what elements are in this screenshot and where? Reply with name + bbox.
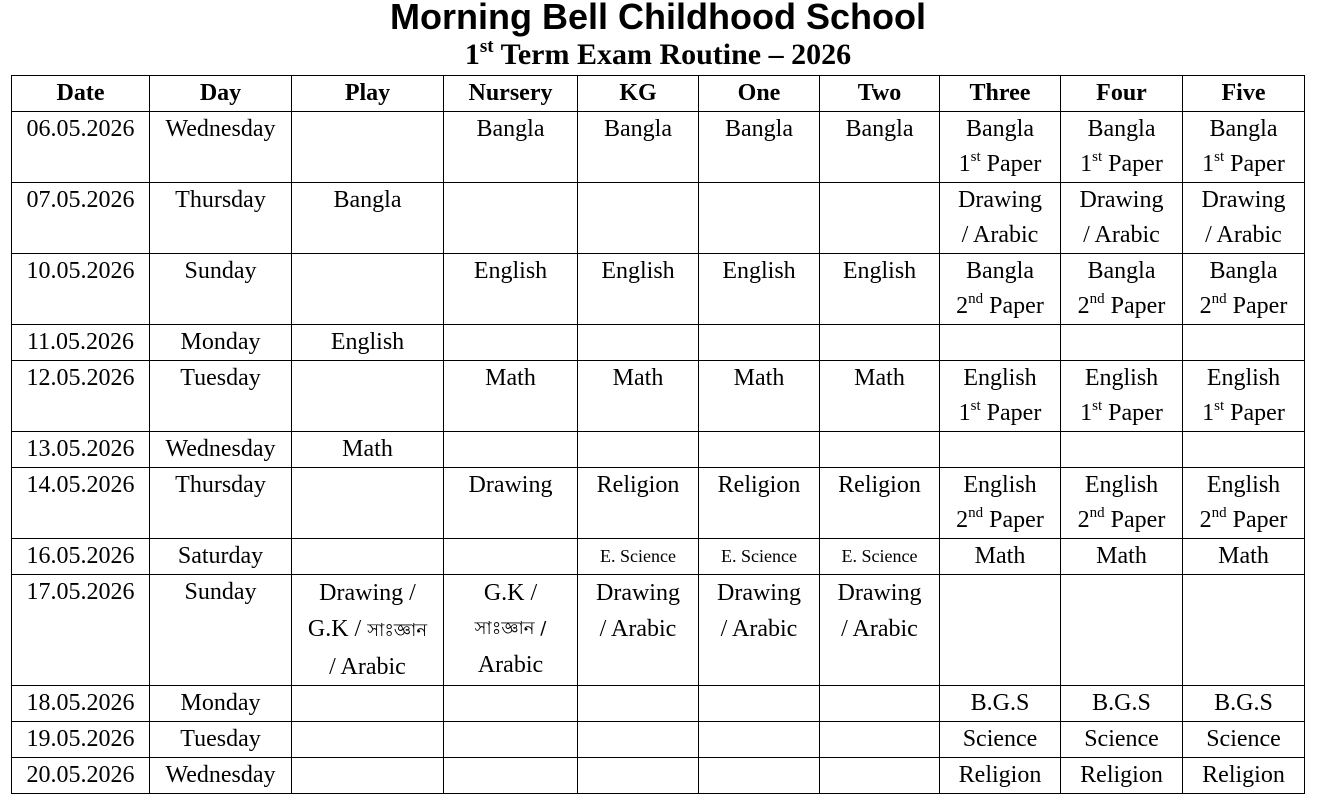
paper-label <box>1061 147 1182 182</box>
subject-cell-three: B.G.S <box>940 686 1061 722</box>
date-cell: 16.05.2026 <box>12 539 150 575</box>
subject-cell-kg: Bangla <box>578 112 699 183</box>
subject-cell-five: Religion <box>1183 758 1305 794</box>
date-cell: 14.05.2026 <box>12 468 150 539</box>
date-cell: 07.05.2026 <box>12 183 150 254</box>
subject-cell-play: Bangla <box>292 183 444 254</box>
subject-cell-kg <box>578 758 699 794</box>
cell-line: / Arabic <box>1205 222 1282 248</box>
table-row <box>12 539 1305 575</box>
subject-cell-nursery <box>444 686 578 722</box>
cell-line: G.K / <box>483 580 538 606</box>
table-row <box>12 325 1305 361</box>
subject-cell-play <box>292 758 444 794</box>
subject-cell-play <box>292 468 444 539</box>
subject-name: English <box>1206 365 1281 391</box>
subject-cell-five: Science <box>1183 722 1305 758</box>
table-header-row <box>12 76 1305 112</box>
subject-cell-kg: Religion <box>578 468 699 539</box>
subject-cell-one <box>699 432 820 468</box>
subject-cell-play <box>292 722 444 758</box>
subject-cell-nursery <box>444 432 578 468</box>
subject-cell-one <box>699 183 820 254</box>
subject-cell-three <box>940 254 1061 325</box>
subject-cell-two: English <box>820 254 940 325</box>
cell-text-bangla: সাঃজ্ঞান <box>367 620 428 641</box>
subject-cell-four <box>1061 468 1183 539</box>
day-cell: Saturday <box>150 539 292 575</box>
subject-cell-five: Math <box>1183 539 1305 575</box>
subject-cell-kg: E. Science <box>578 539 699 575</box>
table-row <box>12 722 1305 758</box>
table-row <box>12 468 1305 539</box>
exam-title-text: Term Exam Routine – 2026 <box>493 38 852 71</box>
paper-ordinal-suffix: nd <box>968 291 984 307</box>
subject-cell-five <box>1183 468 1305 539</box>
cell-text: G.K / <box>307 616 368 642</box>
paper-ordinal: 1 <box>1202 151 1215 177</box>
day-cell: Wednesday <box>150 112 292 183</box>
cell-line: / Arabic <box>961 222 1039 248</box>
date-cell: 18.05.2026 <box>12 686 150 722</box>
paper-ordinal-suffix: st <box>970 398 981 414</box>
subject-cell-three <box>940 432 1061 468</box>
subject-cell-two <box>820 722 940 758</box>
paper-ordinal: 1 <box>1080 151 1093 177</box>
subject-cell-three: Religion <box>940 758 1061 794</box>
subject-cell-one: Bangla <box>699 112 820 183</box>
subject-cell-kg <box>578 686 699 722</box>
subject-cell-four: B.G.S <box>1061 686 1183 722</box>
subject-cell-two: Math <box>820 361 940 432</box>
day-cell: Tuesday <box>150 722 292 758</box>
paper-word: Paper <box>1102 400 1163 426</box>
table-row <box>12 361 1305 432</box>
exam-ordinal: 1 <box>464 38 480 71</box>
subject-cell-three: Math <box>940 539 1061 575</box>
day-cell: Tuesday <box>150 361 292 432</box>
table-row <box>12 758 1305 794</box>
date-cell: 11.05.2026 <box>12 325 150 361</box>
exam-ordinal-suffix: st <box>479 36 494 57</box>
subject-cell-nursery <box>444 325 578 361</box>
subject-cell-play: Math <box>292 432 444 468</box>
subject-name: English <box>1084 472 1159 498</box>
subject-cell-two: Bangla <box>820 112 940 183</box>
cell-line-bangla: সাঃজ্ঞান / <box>474 618 547 639</box>
cell-line: Drawing / <box>319 580 416 606</box>
cell-line: / Arabic <box>1083 222 1160 248</box>
subject-cell-three <box>940 361 1061 432</box>
subject-cell-four <box>1061 432 1183 468</box>
subject-name: English <box>1206 472 1281 498</box>
paper-ordinal-suffix: nd <box>1089 505 1105 521</box>
table-row <box>12 575 1305 686</box>
subject-cell-four: Science <box>1061 722 1183 758</box>
subject-cell-kg <box>578 183 699 254</box>
subject-cell-play <box>292 254 444 325</box>
day-cell: Thursday <box>150 468 292 539</box>
paper-ordinal: 2 <box>1077 293 1090 319</box>
cell-line: Drawing <box>717 580 801 606</box>
paper-label <box>940 289 1060 324</box>
paper-word: Paper <box>1226 507 1288 533</box>
date-cell: 19.05.2026 <box>12 722 150 758</box>
subject-cell-nursery <box>444 722 578 758</box>
subject-cell-one: English <box>699 254 820 325</box>
column-header-one: One <box>699 76 820 112</box>
subject-cell-nursery <box>444 183 578 254</box>
subject-cell-play <box>292 686 444 722</box>
subject-cell-nursery <box>444 575 578 686</box>
subject-cell-play: English <box>292 325 444 361</box>
subject-name: English <box>1084 365 1159 391</box>
subject-cell-four: Religion <box>1061 758 1183 794</box>
subject-cell-five <box>1183 575 1305 686</box>
subject-cell-two: E. Science <box>820 539 940 575</box>
subject-cell-four <box>1061 254 1183 325</box>
table-row <box>12 183 1305 254</box>
subject-cell-two: Religion <box>820 468 940 539</box>
subject-cell-one: Religion <box>699 468 820 539</box>
paper-ordinal: 1 <box>958 151 971 177</box>
paper-label <box>1183 503 1304 538</box>
exam-routine-table <box>11 75 1305 794</box>
paper-ordinal-suffix: st <box>1214 398 1225 414</box>
subject-cell-five <box>1183 112 1305 183</box>
subject-cell-five <box>1183 361 1305 432</box>
paper-ordinal-suffix: nd <box>1211 505 1227 521</box>
table-body <box>12 112 1305 794</box>
paper-ordinal-suffix: st <box>1214 149 1225 165</box>
date-cell: 12.05.2026 <box>12 361 150 432</box>
paper-label <box>1061 396 1182 431</box>
column-header-two: Two <box>820 76 940 112</box>
paper-word: Paper <box>1224 400 1285 426</box>
cell-line: / Arabic <box>329 654 406 680</box>
cell-line <box>292 611 443 649</box>
subject-cell-one: E. Science <box>699 539 820 575</box>
date-cell: 10.05.2026 <box>12 254 150 325</box>
paper-ordinal-suffix: st <box>970 149 981 165</box>
table-row <box>12 254 1305 325</box>
paper-ordinal-suffix: st <box>1092 149 1103 165</box>
subject-cell-one: Math <box>699 361 820 432</box>
paper-ordinal-suffix: nd <box>1089 291 1105 307</box>
column-header-five: Five <box>1183 76 1305 112</box>
subject-cell-one <box>699 758 820 794</box>
column-header-nursery: Nursery <box>444 76 578 112</box>
subject-cell-nursery: English <box>444 254 578 325</box>
paper-word: Paper <box>1102 151 1163 177</box>
subject-cell-two <box>820 575 940 686</box>
paper-ordinal: 1 <box>958 400 971 426</box>
subject-cell-nursery <box>444 758 578 794</box>
subject-cell-two <box>820 183 940 254</box>
day-cell: Sunday <box>150 254 292 325</box>
paper-word: Paper <box>1104 507 1166 533</box>
subject-cell-four <box>1061 575 1183 686</box>
subject-name: Bangla <box>966 116 1034 142</box>
exam-title <box>0 38 1316 72</box>
day-cell: Monday <box>150 686 292 722</box>
cell-line: / Arabic <box>599 616 677 642</box>
subject-cell-nursery <box>444 539 578 575</box>
subject-cell-kg: Math <box>578 361 699 432</box>
subject-name: Bangla <box>1209 258 1278 284</box>
date-cell: 06.05.2026 <box>12 112 150 183</box>
column-header-day: Day <box>150 76 292 112</box>
date-cell: 13.05.2026 <box>12 432 150 468</box>
date-cell: 20.05.2026 <box>12 758 150 794</box>
paper-label <box>940 396 1060 431</box>
paper-word: Paper <box>1226 293 1288 319</box>
paper-word: Paper <box>983 293 1044 319</box>
day-cell: Monday <box>150 325 292 361</box>
subject-cell-play <box>292 575 444 686</box>
subject-cell-one <box>699 575 820 686</box>
table-row <box>12 112 1305 183</box>
cell-line: Drawing <box>958 187 1042 213</box>
subject-cell-two <box>820 432 940 468</box>
paper-label <box>940 147 1060 182</box>
paper-label <box>1183 147 1304 182</box>
cell-line: Arabic <box>477 652 544 678</box>
school-name: Morning Bell Childhood School <box>390 0 926 37</box>
subject-cell-three <box>940 468 1061 539</box>
subject-cell-three <box>940 183 1061 254</box>
paper-ordinal: 2 <box>956 507 969 533</box>
paper-ordinal-suffix: nd <box>968 505 984 521</box>
subject-cell-play <box>292 539 444 575</box>
subject-name: Bangla <box>1209 116 1278 142</box>
subject-cell-five <box>1183 183 1305 254</box>
subject-cell-five <box>1183 432 1305 468</box>
subject-cell-nursery: Math <box>444 361 578 432</box>
column-header-date: Date <box>12 76 150 112</box>
subject-cell-kg <box>578 575 699 686</box>
subject-cell-five <box>1183 254 1305 325</box>
subject-cell-one <box>699 686 820 722</box>
subject-cell-kg <box>578 722 699 758</box>
paper-word: Paper <box>980 151 1042 177</box>
subject-name: English <box>963 472 1037 498</box>
cell-line: / Arabic <box>841 616 918 642</box>
subject-cell-one <box>699 325 820 361</box>
paper-ordinal-suffix: nd <box>1211 291 1227 307</box>
day-cell: Sunday <box>150 575 292 686</box>
subject-cell-two <box>820 686 940 722</box>
paper-word: Paper <box>983 507 1044 533</box>
subject-cell-five: B.G.S <box>1183 686 1305 722</box>
paper-label <box>1183 396 1304 431</box>
subject-cell-four: Math <box>1061 539 1183 575</box>
paper-label <box>1061 289 1182 324</box>
paper-ordinal-suffix: st <box>1092 398 1103 414</box>
subject-cell-two <box>820 758 940 794</box>
paper-word: Paper <box>980 400 1042 426</box>
paper-word: Paper <box>1224 151 1285 177</box>
subject-cell-three: Science <box>940 722 1061 758</box>
day-cell: Wednesday <box>150 432 292 468</box>
subject-cell-nursery: Drawing <box>444 468 578 539</box>
cell-line: / Arabic <box>720 616 798 642</box>
subject-cell-kg <box>578 432 699 468</box>
subject-cell-nursery: Bangla <box>444 112 578 183</box>
subject-cell-five <box>1183 325 1305 361</box>
cell-line: Drawing <box>837 580 922 606</box>
subject-cell-kg <box>578 325 699 361</box>
paper-label <box>1061 503 1182 538</box>
subject-name: English <box>963 365 1037 391</box>
subject-cell-four <box>1061 183 1183 254</box>
subject-cell-three <box>940 575 1061 686</box>
subject-cell-four <box>1061 112 1183 183</box>
subject-cell-three <box>940 112 1061 183</box>
cell-line: Drawing <box>1079 187 1164 213</box>
paper-ordinal: 2 <box>956 293 969 319</box>
cell-line: Drawing <box>596 580 680 606</box>
date-cell: 17.05.2026 <box>12 575 150 686</box>
column-header-play: Play <box>292 76 444 112</box>
column-header-kg: KG <box>578 76 699 112</box>
subject-cell-three <box>940 325 1061 361</box>
subject-cell-one <box>699 722 820 758</box>
paper-word: Paper <box>1104 293 1166 319</box>
column-header-four: Four <box>1061 76 1183 112</box>
day-cell: Thursday <box>150 183 292 254</box>
subject-cell-kg: English <box>578 254 699 325</box>
paper-ordinal: 2 <box>1199 293 1212 319</box>
cell-line: Drawing <box>1201 187 1286 213</box>
subject-name: Bangla <box>1087 258 1156 284</box>
subject-cell-play <box>292 361 444 432</box>
paper-ordinal: 2 <box>1077 507 1090 533</box>
paper-ordinal: 1 <box>1080 400 1093 426</box>
subject-cell-play <box>292 112 444 183</box>
day-cell: Wednesday <box>150 758 292 794</box>
subject-cell-four <box>1061 325 1183 361</box>
paper-label <box>940 503 1060 538</box>
table-row <box>12 686 1305 722</box>
paper-ordinal: 2 <box>1199 507 1212 533</box>
column-header-three: Three <box>940 76 1061 112</box>
paper-ordinal: 1 <box>1202 400 1215 426</box>
subject-name: Bangla <box>966 258 1034 284</box>
subject-cell-four <box>1061 361 1183 432</box>
paper-label <box>1183 289 1304 324</box>
subject-cell-two <box>820 325 940 361</box>
table-row <box>12 432 1305 468</box>
subject-name: Bangla <box>1087 116 1156 142</box>
